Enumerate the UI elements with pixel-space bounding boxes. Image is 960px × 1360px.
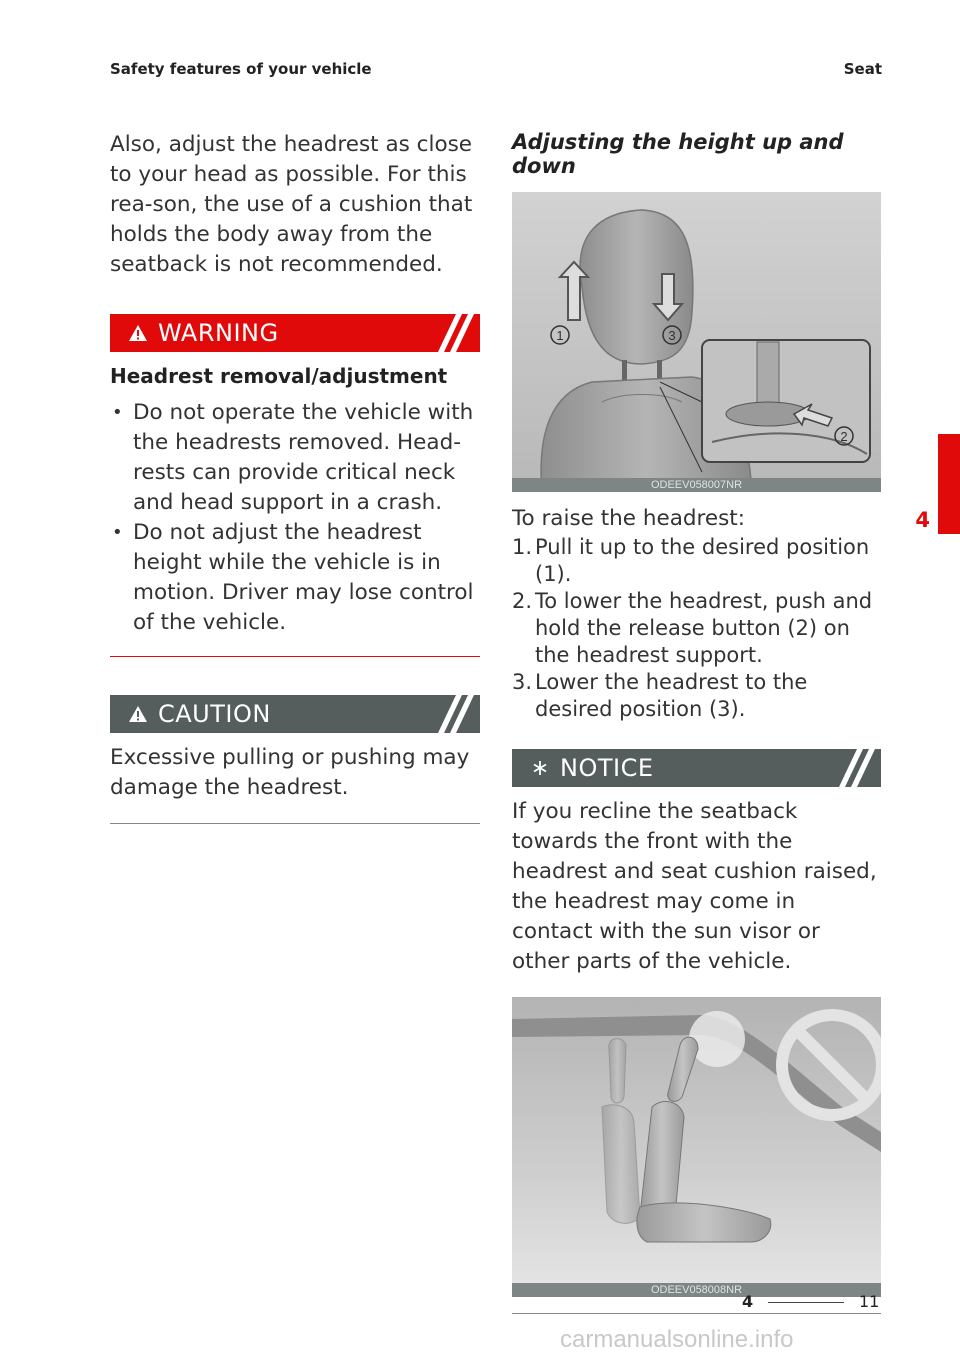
- headrest-illustration: [512, 192, 881, 492]
- running-header-section: Safety features of your vehicle: [110, 60, 372, 78]
- watermark: carmanualsonline.info: [560, 1326, 794, 1353]
- warning-label: WARNING: [158, 319, 279, 347]
- warning-triangle-icon: [128, 323, 148, 343]
- bullet-dot-icon: •: [112, 522, 123, 543]
- footer-chapter: 4: [742, 1292, 754, 1311]
- raise-intro: To raise the headrest:: [512, 506, 745, 531]
- list-item: 2. To lower the headrest, push and hold the release button (2) on the headrest support.: [512, 589, 873, 667]
- footer-divider: [768, 1302, 844, 1303]
- banner-slashes-icon: [424, 314, 474, 352]
- banner-slashes-icon: [825, 749, 875, 787]
- section-title: Adjusting the height up and down: [512, 130, 844, 178]
- warning-bullets: [110, 398, 480, 638]
- list-item: 1. Pull it up to the desired position (1).: [512, 535, 870, 586]
- marker-2: 2: [840, 429, 848, 444]
- list-item: 3. Lower the headrest to the desired position (3).: [512, 670, 808, 721]
- caution-label: CAUTION: [158, 700, 271, 728]
- bottom-divider: [512, 1313, 881, 1314]
- figure-caption: ODEEV058007NR: [512, 478, 881, 492]
- banner-slashes-icon: [424, 695, 474, 733]
- adjustment-steps: [512, 534, 881, 723]
- list-item: • Do not operate the vehicle with the headrests removed. Head-rests can provide critical neck and head support in a crash.: [112, 400, 474, 515]
- notice-label: NOTICE: [560, 754, 654, 782]
- list-item: • Do not adjust the headrest height while the vehicle is in motion. Driver may lose control of the vehicle.: [112, 520, 474, 635]
- marker-3: 3: [668, 328, 676, 343]
- caution-triangle-icon: [128, 704, 148, 724]
- warning-banner: [110, 314, 480, 352]
- page-number: 11: [859, 1292, 880, 1311]
- notice-banner: [512, 749, 881, 787]
- bullet-dot-icon: •: [112, 402, 123, 423]
- caution-divider: [110, 823, 480, 824]
- warning-title: Headrest removal/adjustment: [110, 364, 448, 388]
- recline-illustration: [512, 997, 881, 1297]
- intro-paragraph: Also, adjust the headrest as close to your head as possible. For this rea-son, the use of a cushion that holds the body away from the seatback is not recommended.: [110, 132, 473, 277]
- chapter-tab-number: 4: [915, 508, 930, 532]
- notice-text: If you recline the seatback towards the front with the headrest and seat cushion raised, the headrest may come in contact with the sun visor or other parts of the vehicle.: [512, 799, 877, 974]
- running-header-chapter: Seat: [843, 60, 882, 78]
- asterisk-icon: [530, 758, 550, 778]
- figure-caption: ODEEV058008NR: [512, 1283, 881, 1297]
- marker-1: 1: [556, 328, 564, 343]
- right-column: [512, 130, 881, 1314]
- recline-warning-figure: [512, 997, 881, 1297]
- caution-banner: [110, 695, 480, 733]
- chapter-tab: [938, 434, 960, 534]
- caution-text: Excessive pulling or pushing may damage the headrest.: [110, 745, 470, 800]
- headrest-adjustment-figure: [512, 192, 881, 492]
- left-column: [110, 130, 480, 824]
